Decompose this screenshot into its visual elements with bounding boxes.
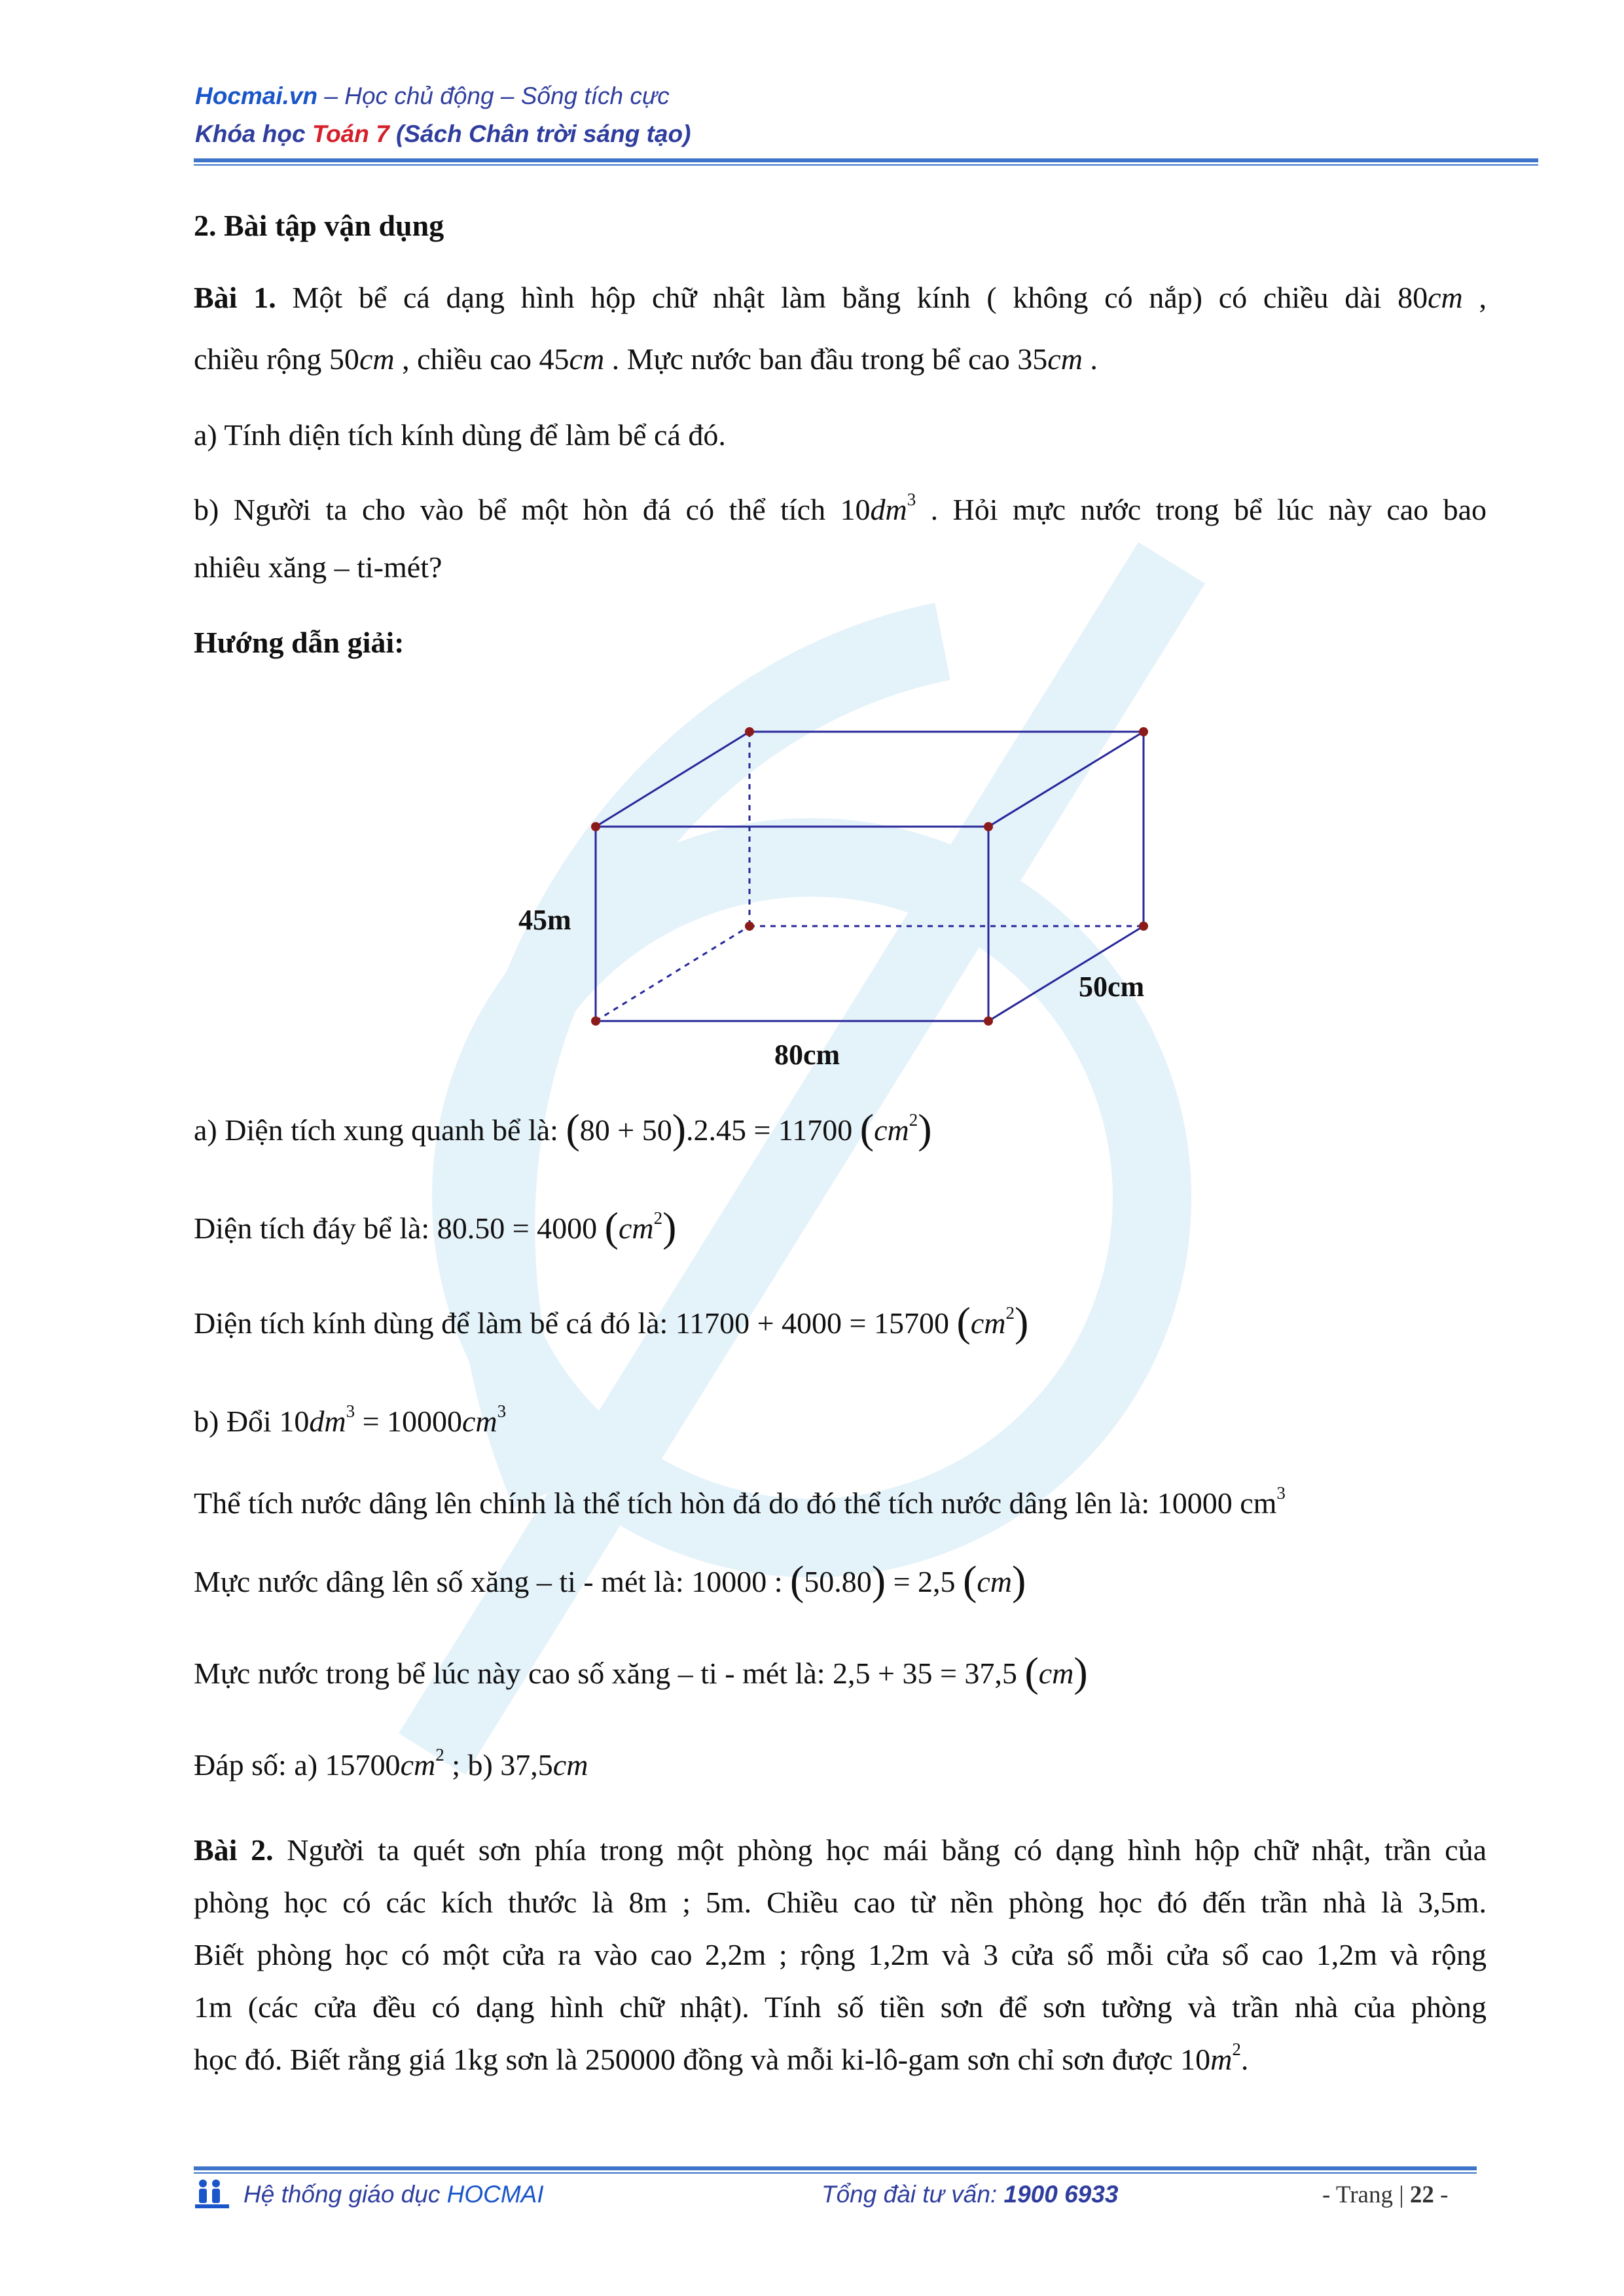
footer-page-suffix: - xyxy=(1434,2181,1449,2208)
unit: cm xyxy=(1047,342,1083,376)
expr: 80 + 50 xyxy=(579,1113,672,1147)
bai2-text1: Người ta quét sơn phía trong một phòng học mái bằng có dạng hình hộp chữ nhật, trần của xyxy=(273,1833,1487,1867)
course-prefix: Khóa học xyxy=(195,120,312,147)
footer-left xyxy=(244,2181,544,2208)
paren: ( xyxy=(789,1557,804,1604)
expr: 50.80 xyxy=(804,1565,872,1598)
solution-dang-line xyxy=(194,1557,1026,1604)
expr: 80.50 = 4000 xyxy=(437,1211,605,1245)
paren: ) xyxy=(662,1204,677,1250)
unit: cm xyxy=(400,1748,436,1782)
solution-dap-so-line xyxy=(194,1745,588,1782)
punct: . xyxy=(1082,342,1098,376)
label-height: 45m xyxy=(518,904,571,936)
hocmai-logo-icon xyxy=(194,2178,230,2212)
expr: = 2,5 xyxy=(886,1565,964,1598)
page-number: 22 xyxy=(1409,2181,1434,2208)
footer-brand[interactable]: HOCMAI xyxy=(446,2181,544,2208)
footer-hotline xyxy=(821,2181,1118,2208)
expr: = 10000 xyxy=(355,1405,463,1438)
header-brand[interactable]: Hocmai.vn xyxy=(195,82,318,109)
solution-cao-prefix: Mực nước trong bể lúc này cao số xăng – ti - mét là: xyxy=(194,1657,833,1690)
unit: cm xyxy=(970,1306,1006,1340)
solution-doi-line xyxy=(194,1401,507,1439)
box-figure xyxy=(511,713,1231,1080)
course-suffix: (Sách Chân trời sáng tạo) xyxy=(389,120,691,147)
solution-the-tich: Thể tích nước dâng lên chính là thể tích hòn đá do đó thể tích nước dâng lên là: 10000 cm xyxy=(194,1486,1277,1520)
unit: dm xyxy=(870,493,907,526)
paren: ( xyxy=(956,1299,971,1345)
bai1-text1: Một bể cá dạng hình hộp chữ nhật làm bằng kính ( không có nắp) có chiều dài 80 xyxy=(276,281,1428,314)
vertex xyxy=(591,1016,600,1026)
solution-dapso-prefix: Đáp số: a) 15700 xyxy=(194,1748,401,1782)
exponent: 2 xyxy=(1005,1303,1015,1323)
vertex xyxy=(984,1016,993,1026)
expr: 2,5 + 35 = 37,5 xyxy=(833,1657,1025,1690)
bai1-question-b-line1 xyxy=(194,492,1487,527)
solution-day-line xyxy=(194,1204,677,1250)
solution-kinh-prefix: Diện tích kính dùng để làm bể cá đó là: xyxy=(194,1306,676,1340)
unit: cm xyxy=(569,342,605,376)
vertex xyxy=(745,922,754,931)
exponent: 3 xyxy=(1276,1483,1286,1503)
punct: , xyxy=(1462,281,1487,314)
footer-hotline-number: 1900 6933 xyxy=(1003,2181,1119,2208)
bai2-text5: học đó. Biết rằng giá 1kg sơn là 250000 đồng và mỗi ki-lô-gam sơn chỉ sơn được 10 xyxy=(194,2043,1211,2076)
exponent: 3 xyxy=(907,490,916,509)
bai1-question-a: a) Tính diện tích kính dùng để làm bể cá đó. xyxy=(194,418,726,452)
expr: ; b) 37,5 xyxy=(444,1748,553,1782)
bai1-text2b: , chiều cao 45 xyxy=(394,342,569,376)
paren: ) xyxy=(1014,1299,1029,1345)
footer-hotline-label: Tổng đài tư vấn: xyxy=(821,2181,1004,2208)
paren: ( xyxy=(566,1105,580,1152)
vertex xyxy=(745,727,754,736)
solution-a-line xyxy=(194,1105,932,1152)
unit: cm xyxy=(618,1211,654,1245)
bai2-line4: 1m (các cửa đều có dạng hình chữ nhật). Tính số tiền sơn để sơn tường và trần nhà của phòng xyxy=(194,1990,1487,2024)
bai1-label: Bài 1. xyxy=(194,281,276,314)
header-slogan: – Học chủ động – Sống tích cực xyxy=(317,82,670,109)
edge-top-right-depth xyxy=(988,732,1144,827)
footer-divider xyxy=(194,2166,1477,2170)
unit: cm xyxy=(359,342,395,376)
bai1-text2a: chiều rộng 50 xyxy=(194,342,359,376)
expr: 11700 + 4000 = 15700 xyxy=(675,1306,957,1340)
edge-top-left-depth xyxy=(596,732,749,827)
header-divider xyxy=(194,158,1538,162)
bai2-label: Bài 2. xyxy=(194,1833,274,1867)
paren: ( xyxy=(604,1204,619,1250)
solution-day-prefix: Diện tích đáy bể là: xyxy=(194,1211,437,1245)
punct: . xyxy=(1240,2043,1249,2076)
vertex xyxy=(984,822,993,831)
bai1-line2 xyxy=(194,342,1098,376)
paren: ( xyxy=(963,1557,977,1604)
vertex xyxy=(1139,727,1148,736)
exponent: 2 xyxy=(909,1110,918,1130)
guide-title: Hướng dẫn giải: xyxy=(194,626,405,659)
unit: m xyxy=(1210,2043,1233,2076)
unit: cm xyxy=(874,1113,909,1147)
bai2-line3: Biết phòng học có một cửa ra vào cao 2,2m ; rộng 1,2m và 3 cửa sổ mỗi cửa sổ cao 1,2m và rộng xyxy=(194,1938,1487,1971)
exponent: 3 xyxy=(346,1401,355,1421)
bai1-text2c: . Mực nước ban đầu trong bể cao 35 xyxy=(604,342,1048,376)
section-title: 2. Bài tập vận dụng xyxy=(194,209,444,242)
page-header xyxy=(195,77,691,153)
vertex xyxy=(1139,922,1148,931)
header-divider-thin xyxy=(194,164,1538,166)
unit: cm xyxy=(977,1565,1013,1598)
expr: 10000 : xyxy=(691,1565,790,1598)
edge-hidden-bottom-left-depth xyxy=(596,926,749,1021)
paren: ) xyxy=(672,1105,687,1152)
exponent: 2 xyxy=(653,1208,663,1228)
solution-doi-prefix: b) Đổi 10 xyxy=(194,1405,310,1438)
unit: cm xyxy=(462,1405,497,1438)
paren: ( xyxy=(1024,1649,1039,1695)
footer-divider-thin xyxy=(194,2172,1477,2174)
unit: cm xyxy=(1038,1657,1074,1690)
footer-page-prefix: - Trang | xyxy=(1322,2181,1410,2208)
label-length: 80cm xyxy=(774,1039,840,1071)
exponent: 2 xyxy=(1232,2039,1241,2059)
label-width: 50cm xyxy=(1079,971,1145,1003)
exponent: 2 xyxy=(435,1745,444,1765)
bai2-line1 xyxy=(194,1833,1487,1867)
footer-page xyxy=(1322,2181,1448,2209)
vertex xyxy=(591,822,600,831)
bai1-qb-text: b) Người ta cho vào bể một hòn đá có thể tích 10 xyxy=(194,493,871,526)
solution-kinh-line xyxy=(194,1299,1029,1345)
unit: dm xyxy=(309,1405,346,1438)
solution-dang-prefix: Mực nước dâng lên số xăng – ti - mét là: xyxy=(194,1565,692,1598)
expr: .2.45 = 11700 xyxy=(686,1113,860,1147)
unit: cm xyxy=(1428,281,1463,314)
solution-cao-line xyxy=(194,1649,1088,1695)
footer-left-text: Hệ thống giáo dục xyxy=(244,2181,447,2208)
solution-the-tich-line xyxy=(194,1483,1286,1520)
course-subject: Toán 7 xyxy=(312,120,389,147)
bai1-qb-end: . Hỏi mực nước trong bể lúc này cao bao xyxy=(916,493,1487,526)
unit: cm xyxy=(552,1748,588,1782)
paren: ) xyxy=(918,1105,932,1152)
paren: ( xyxy=(859,1105,875,1152)
paren: ) xyxy=(1012,1557,1026,1604)
exponent: 3 xyxy=(497,1401,507,1421)
bai1-line1 xyxy=(194,280,1487,315)
solution-a-prefix: a) Diện tích xung quanh bể là: xyxy=(194,1113,566,1147)
paren: ) xyxy=(871,1557,886,1604)
bai2-line2: phòng học có các kích thước là 8m ; 5m. Chiều cao từ nền phòng học đó đến trần nhà là 3,5m. xyxy=(194,1886,1487,1919)
bai1-question-b-line2: nhiêu xăng – ti-mét? xyxy=(194,550,442,584)
paren: ) xyxy=(1074,1649,1088,1695)
hocmai-watermark xyxy=(157,511,1466,1820)
bai2-line5 xyxy=(194,2039,1249,2077)
